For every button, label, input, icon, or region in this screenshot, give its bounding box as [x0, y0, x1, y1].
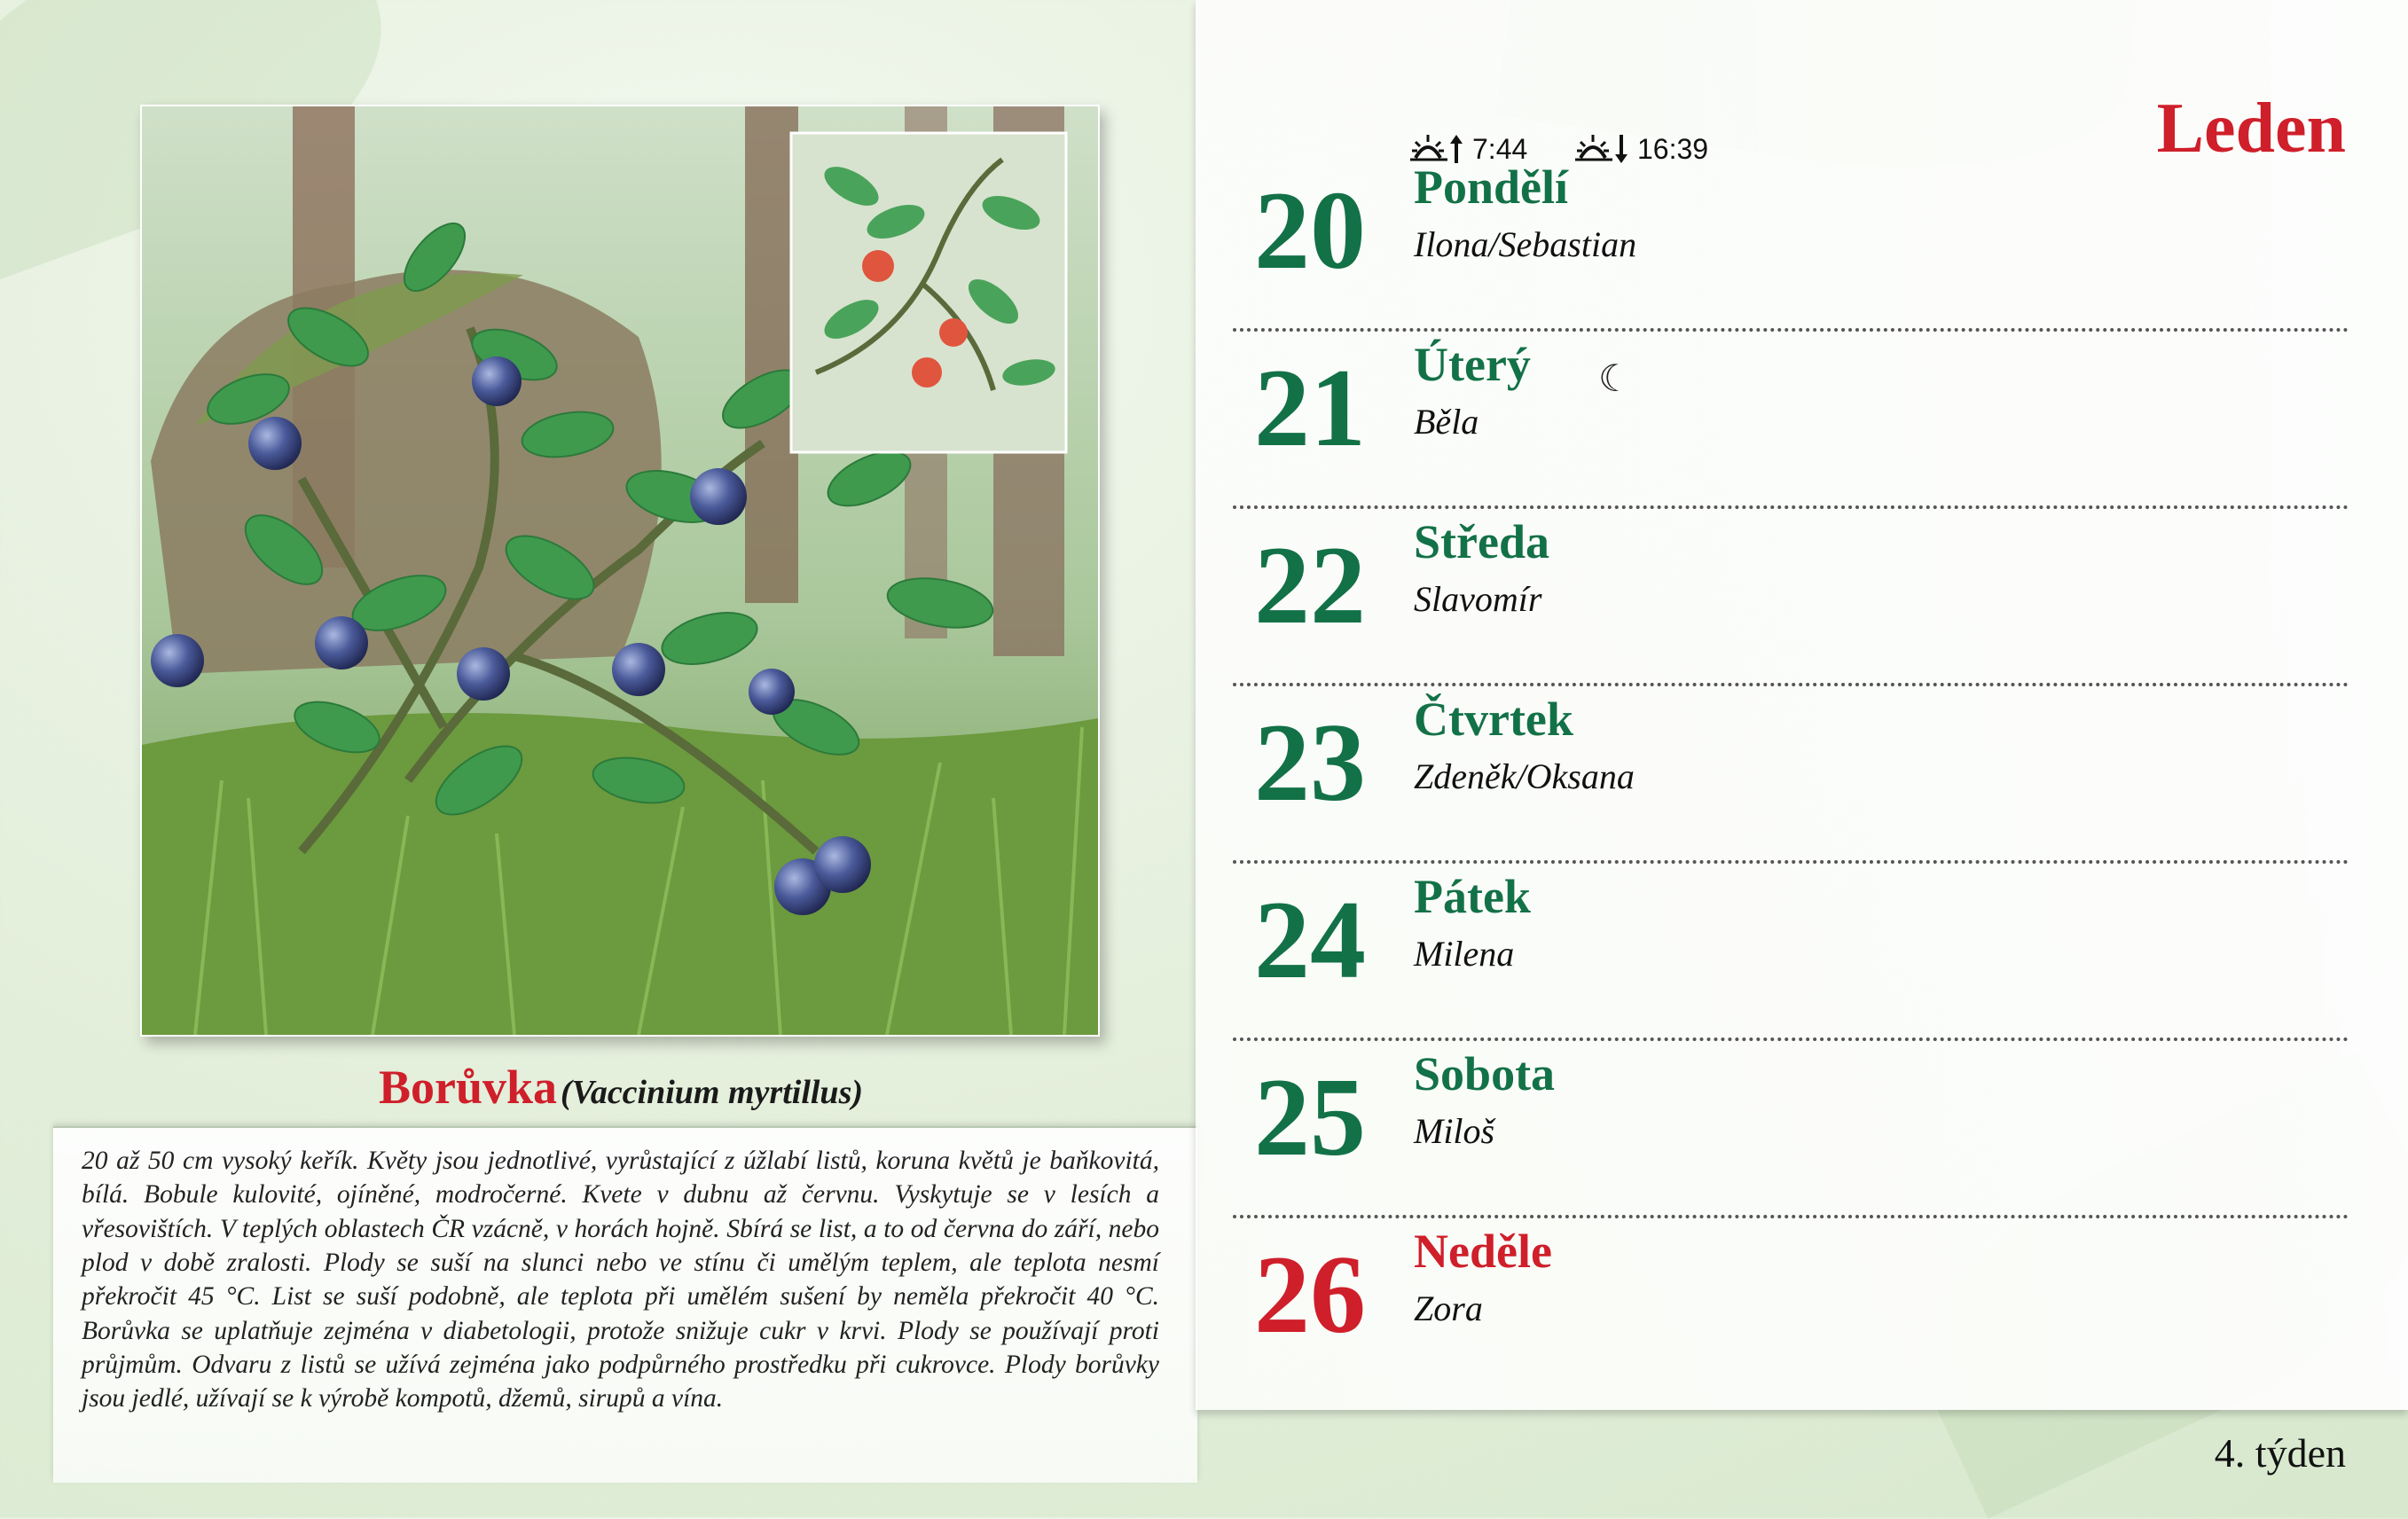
day-number: 26 [1254, 1233, 1366, 1357]
day-name: Úterý [1414, 338, 1531, 391]
name-day: Zora [1414, 1288, 1483, 1328]
name-day: Milena [1414, 934, 1515, 974]
day-number: 25 [1254, 1056, 1366, 1179]
day-number: 24 [1254, 879, 1366, 1002]
name-day: Ilona/Sebastian [1414, 224, 1637, 264]
day-name: Sobota [1414, 1047, 1556, 1100]
sunrise-time: 7:44 [1472, 132, 1528, 165]
plant-caption [0, 1060, 1242, 1115]
day-name: Pátek [1414, 870, 1531, 923]
day-row-holiday [1233, 1215, 2349, 1392]
plant-name: Borůvka [378, 1061, 558, 1114]
day-number: 22 [1254, 524, 1366, 647]
day-name: Neděle [1414, 1225, 1552, 1278]
moon-phase-icon: ☾ [1598, 356, 1632, 400]
name-day: Zdeněk/Oksana [1414, 756, 1635, 796]
plant-latin-name: (Vaccinium myrtillus) [561, 1074, 864, 1111]
blueberry-illustration [140, 105, 1100, 1037]
day-number: 21 [1254, 347, 1366, 470]
day-name: Středa [1414, 515, 1549, 568]
day-row [1233, 328, 2349, 509]
day-row [1233, 505, 2349, 686]
day-name: Čtvrtek [1414, 693, 1573, 746]
day-row [1233, 1037, 2349, 1218]
name-day: Miloš [1414, 1111, 1495, 1151]
day-number: 20 [1254, 169, 1366, 293]
day-number: 23 [1254, 701, 1366, 825]
month-title: Leden [2156, 90, 2346, 168]
sunset-time: 16:39 [1637, 132, 1709, 165]
plant-description: 20 až 50 cm vysoký keřík. Květy jsou jednotlivé, vyrůstající z úžlabí listů, koruna květů je baňkovitá, bílá. Bobule kulovité, ojíněné, modročerné. Kvete v dubnu až červnu. Vyskytuje se v lesích a vřesovištích. V teplých oblastech ČR vzácně, v horách hojně. Sbírá se list, a to od června do září, nebo plod v době zralosti. Plody se suší na slunci nebo ve stínu či umělým teplem, ale teplota nesmí překročit 45 °C. List se suší podobně, ale teplota při umělém sušení by neměla překročit 40 °C. Borůvka se uplatňuje zejména v diabetologii, protože snižuje cukr v krvi. Plody se používají proti průjmům. Odvaru z listů se užívá zejména jako podpůrného prostředku při cukrovce. Plody borůvky jsou jedlé, užívají se k výrobě kompotů, džemů, sirupů a vína. [82, 1147, 1159, 1413]
name-day: Běla [1414, 402, 1479, 442]
day-row [1233, 860, 2349, 1041]
day-row [1233, 683, 2349, 864]
day-name: Pondělí [1414, 161, 1569, 214]
day-row [1233, 151, 2349, 332]
name-day: Slavomír [1414, 579, 1542, 619]
week-number: 4. týden [2214, 1430, 2346, 1476]
